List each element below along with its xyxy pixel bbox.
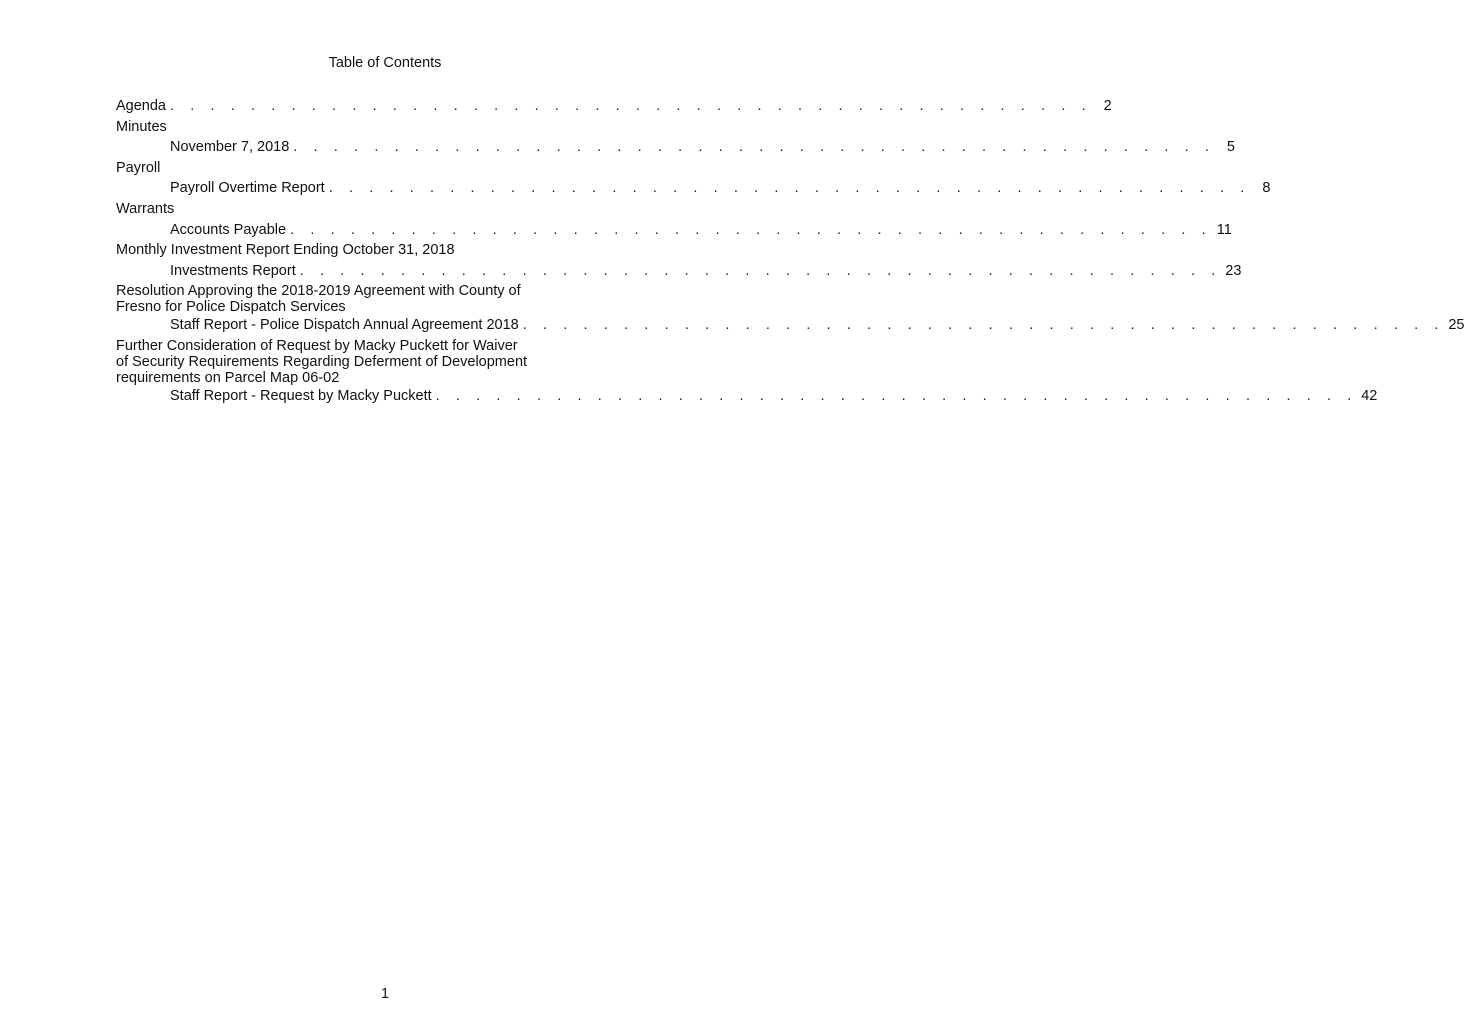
toc-entry-label: Investments Report [170,261,296,282]
page-number-footer: 1 [380,986,390,1002]
dot-leader: . . . . . . . . . . . . . . . . . . . . . . . . . . . . . . . . . . . . . . . . . . . . . . [522,317,1445,334]
toc-section-label: Minutes [116,118,167,135]
dot-leader: . . . . . . . . . . . . . . . . . . . . . . . . . . . . . . . . . . . . . . . . . . . . . . [293,139,1215,156]
toc-section-resolution [116,281,556,315]
dot-leader: . . . . . . . . . . . . . . . . . . . . . . . . . . . . . . . . . . . . . . . . . . . . . . [328,180,1251,197]
dot-leader: . . . . . . . . . . . . . . . . . . . . . . . . . . . . . . . . . . . . . . . . . . . . . . [290,221,1212,238]
toc-entry-payroll-overtime[interactable] [116,178,1271,199]
toc-title: Table of Contents [328,55,442,71]
toc-entry-accounts-payable[interactable] [116,220,1232,241]
toc-page-number: 25 [1448,317,1464,334]
toc-section-label-line: requirements on Parcel Map 06-02 [116,369,340,386]
toc-section-further-consideration [116,336,556,386]
toc-section-label-line: Fresno for Police Dispatch Services [116,299,346,316]
toc-section-label-line: Resolution Approving the 2018-2019 Agreement with County of [116,283,521,300]
toc-section-label-line: Further Consideration of Request by Macky Puckett for Waiver [116,337,518,354]
toc-entry-label: Agenda [116,96,166,117]
toc-page-number: 2 [1103,98,1112,114]
toc-entry-label: Payroll Overtime Report [170,178,325,199]
toc-page-number: 5 [1226,139,1235,156]
toc-entry-label: Staff Report - Police Dispatch Annual Agreement 2018 [170,315,519,336]
toc-section-payroll [116,158,626,179]
toc-entry-dispatch-report[interactable] [116,315,1464,336]
toc-section-investment [116,240,626,261]
toc-section-label: Monthly Investment Report Ending October 31, 2018 [116,242,455,259]
toc-entry-agenda[interactable] [116,96,1112,117]
toc-entry-label: November 7, 2018 [170,137,289,158]
toc-page-number: 11 [1216,221,1232,238]
toc-section-label: Payroll [116,159,161,176]
toc-page-number: 42 [1361,387,1378,404]
toc-entry-investments-report[interactable] [116,261,1242,282]
toc-section-minutes [116,117,626,138]
toc-entry-minutes-november[interactable] [116,137,1235,158]
dot-leader: . . . . . . . . . . . . . . . . . . . . . . . . . . . . . . . . . . . . . . . . . . . . . . [299,262,1222,279]
toc-page-number: 8 [1262,180,1271,197]
table-of-contents [116,96,1464,407]
toc-entry-label: Staff Report - Request by Macky Puckett [170,386,432,407]
toc-entry-puckett-report[interactable] [116,386,1378,407]
toc-entry-label: Accounts Payable [170,220,286,241]
dot-leader: . . . . . . . . . . . . . . . . . . . . . . . . . . . . . . . . . . . . . . . . . . . . . . [435,387,1358,404]
toc-page-number: 23 [1225,262,1242,279]
toc-section-label-line: of Security Requirements Regarding Deferment of Development [116,353,528,370]
toc-section-label: Warrants [116,200,175,217]
toc-section-warrants [116,199,626,220]
dot-leader: . . . . . . . . . . . . . . . . . . . . . . . . . . . . . . . . . . . . . . . . . . . . . . [170,98,1092,114]
